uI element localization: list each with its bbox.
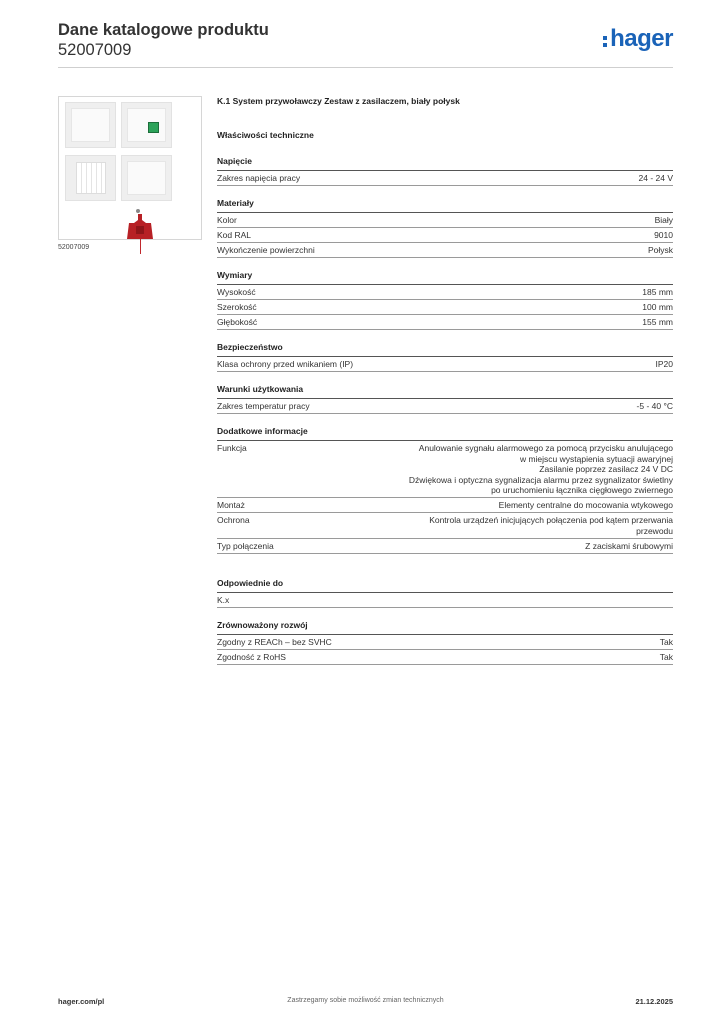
section-title: Bezpieczeństwo xyxy=(217,342,673,357)
spec-value: Elementy centralne do mocowania wtykowego xyxy=(498,500,673,510)
section-dodatkowe xyxy=(217,426,673,554)
spec-row xyxy=(217,285,673,300)
section-warunki xyxy=(217,384,673,414)
spec-label: Klasa ochrony przed wnikaniem (IP) xyxy=(217,359,354,369)
section-title: Wymiary xyxy=(217,270,673,285)
section-title: Dodatkowe informacje xyxy=(217,426,673,441)
spec-value-line: Dźwiękowa i optyczna sygnalizacja alarmu przez sygnalizator świetlny xyxy=(408,474,673,485)
spec-row-ochrona xyxy=(217,513,673,539)
product-name: K.1 System przywoławczy Zestaw z zasilaczem, biały połysk xyxy=(217,96,460,106)
section-wymiary xyxy=(217,270,673,330)
page-title: Dane katalogowe produktu xyxy=(58,21,269,39)
spec-row xyxy=(217,243,673,258)
section-zrownowazony xyxy=(217,620,673,665)
spec-row xyxy=(217,213,673,228)
spec-row xyxy=(217,315,673,330)
footer-notice: Zastrzegamy sobie możliwość zmian technicznych xyxy=(287,997,444,1004)
logo-colon-icon xyxy=(603,36,607,47)
spec-value: 24 - 24 V xyxy=(638,173,673,183)
spec-value-multiline xyxy=(429,515,673,536)
spec-label: Głębokość xyxy=(217,317,258,327)
spec-label: Szerokość xyxy=(217,302,257,312)
spec-label: Wysokość xyxy=(217,287,256,297)
spec-label: Ochrona xyxy=(217,515,250,525)
spec-label: Typ połączenia xyxy=(217,540,274,551)
spec-value-line: Kontrola urządzeń inicjujących połączenia pod kątem przerwania xyxy=(429,515,673,525)
page-header xyxy=(58,20,673,68)
footer-date: 21.12.2025 xyxy=(635,997,673,1006)
spec-value: -5 - 40 °C xyxy=(636,401,673,411)
spec-label: Zakres napięcia pracy xyxy=(217,173,301,183)
page-footer xyxy=(58,997,673,1009)
spec-value: Połysk xyxy=(647,245,673,255)
spec-value-line: w miejscu wystąpienia sytuacji awaryjnej xyxy=(519,453,673,464)
spec-value: Z zaciskami śrubowymi xyxy=(585,540,673,551)
section-title: Warunki użytkowania xyxy=(217,384,673,399)
spec-value: 9010 xyxy=(654,230,673,240)
section-title: Napięcie xyxy=(217,156,673,171)
spec-row xyxy=(217,171,673,186)
spec-label: Wykończenie powierzchni xyxy=(217,245,315,255)
product-image-gallery xyxy=(58,96,202,240)
spec-value-multiline xyxy=(409,443,673,496)
spec-value: 185 mm xyxy=(642,287,673,297)
section-odpowiednie xyxy=(217,578,673,608)
section-title: Odpowiednie do xyxy=(217,578,673,593)
green-button-icon xyxy=(148,122,159,133)
spec-label: Zgodność z RoHS xyxy=(217,651,286,662)
spec-row xyxy=(217,635,673,650)
section-title: Materiały xyxy=(217,198,673,213)
spec-row xyxy=(217,357,673,372)
product-image-signal-light[interactable] xyxy=(65,155,116,201)
spec-label: Zakres temperatur pracy xyxy=(217,401,310,411)
spec-row xyxy=(217,650,673,665)
spec-value: Biały xyxy=(654,215,673,225)
logo-text: hager xyxy=(610,25,673,52)
spec-row xyxy=(217,300,673,315)
section-title: Zrównoważony rozwój xyxy=(217,620,673,635)
spec-value: 100 mm xyxy=(642,302,673,312)
spec-row-funkcja xyxy=(217,441,673,498)
spec-label: Funkcja xyxy=(217,443,247,453)
spec-value-line: Anulowanie sygnału alarmowego za pomocą przycisku anulującego xyxy=(418,443,673,453)
spec-label: K.x xyxy=(217,594,230,605)
pull-handle-icon xyxy=(127,214,153,239)
product-image-pull-switch[interactable] xyxy=(121,155,172,201)
spec-row-typ xyxy=(217,539,673,554)
spec-label: Zgodny z REACh – bez SVHC xyxy=(217,636,332,647)
spec-label: Kod RAL xyxy=(217,230,252,240)
spec-label: Kolor xyxy=(217,215,237,225)
signal-light-icon xyxy=(76,162,106,194)
technical-properties-heading: Właściwości techniczne xyxy=(217,130,314,140)
spec-value: Tak xyxy=(659,636,673,647)
spec-row xyxy=(217,228,673,243)
footer-site-link[interactable]: hager.com/pl xyxy=(58,997,105,1006)
product-image-front-plate[interactable] xyxy=(65,102,116,148)
spec-row xyxy=(217,399,673,414)
spec-value: IP20 xyxy=(655,359,673,369)
product-image-green-button[interactable] xyxy=(121,102,172,148)
image-caption: 52007009 xyxy=(58,244,90,251)
spec-value: 155 mm xyxy=(642,317,673,327)
spec-row xyxy=(217,593,673,608)
section-bezpieczenstwo xyxy=(217,342,673,372)
section-napiecie xyxy=(217,156,673,186)
section-materialy xyxy=(217,198,673,258)
product-details xyxy=(217,96,673,665)
spec-value-line: Zasilanie poprzez zasilacz 24 V DC xyxy=(539,464,673,474)
spec-value-line: przewodu xyxy=(636,525,673,536)
spec-row-montaz xyxy=(217,498,673,513)
spec-label: Montaż xyxy=(217,500,245,510)
product-code: 52007009 xyxy=(58,41,132,59)
spec-value: Tak xyxy=(659,651,673,662)
spec-value-line: po uruchomieniu łącznika cięgłowego zwiernego xyxy=(491,485,673,495)
pull-switch-dot-icon xyxy=(136,209,140,213)
hager-logo[interactable] xyxy=(603,26,673,52)
